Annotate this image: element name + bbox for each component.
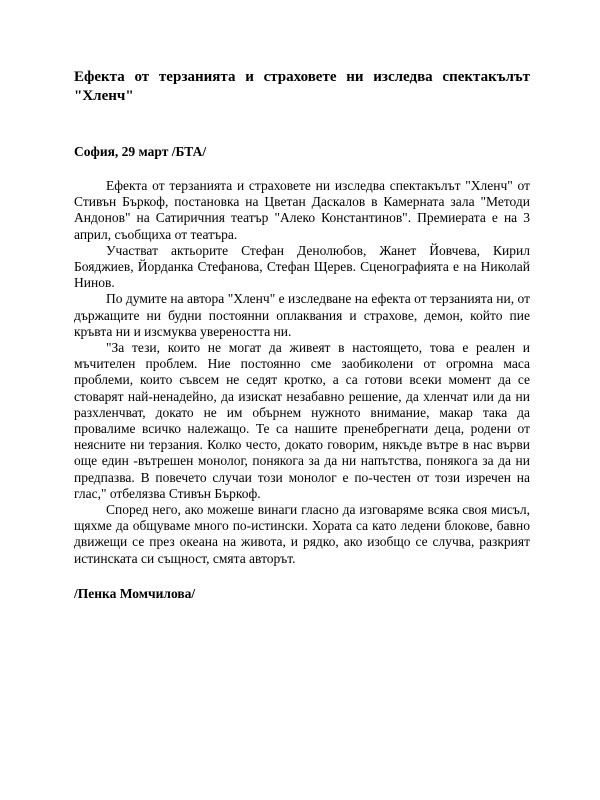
paragraph: Участват актьорите Стефан Денолюбов, Жанет Йовчева, Кирил Бояджиев, Йорданка Стефанова, Стефан Щерев. Сценографията е на Николай Нинов. [74, 242, 530, 291]
dateline: София, 29 март /БТА/ [74, 144, 207, 159]
paragraph: "За тези, които не могат да живеят в настоящето, това е реален и мъчителен проблем. Ние постоянно сме заобиколени от огромна маса проблеми, които съвсем не седят кротко, а са готови всеки момент да се стоварят най-ненадейно, да изискат незабавно решение, да хленчат или да ни разхленчват, докато не им обърнем нужното внимание, макар така да провалиме всичко належащо. Те са нашите пренебрегнати деца, родени от неясните ни терзания. Колко често, докато говорим, някъде вътре в нас върви още един -вътрешен монолог, понякога за да ни напътства, понякога за да ни предпазва. В повечето случаи този монолог е по-честен от този изречен на глас," отбелязва Стивън Бъркоф. [74, 340, 530, 501]
document-page [74, 68, 530, 603]
author-signature: /Пенка Момчилова/ [74, 585, 196, 601]
paragraph: По думите на автора "Хленч" е изследване на ефекта от терзанията ни, от държащите ни будни постоянни оплаквания и страхове, демон, който пие кръвта ни и изсмуква увереността ни. [74, 291, 530, 339]
article-title: Ефекта от терзанията и страховете ни изследва спектакълът "Хленч" [74, 69, 530, 104]
paragraph: Ефекта от терзанията и страховете ни изследва спектакълът "Хленч" от Стивън Бъркоф, постановка на Цветан Даскалов в Камерната зала "Методи Андонов" на Сатиричния театър "Алеко Константинов". Премиерата е на 3 април, съобщиха от театъра. [74, 178, 530, 242]
article-body [74, 178, 530, 567]
paragraph: Според него, ако можеше винаги гласно да изговаряме всяка своя мисъл, щяхме да общуваме много по-истински. Хората са като ледени блокове, бавно движещи се през океана на живота, и рядко, ако изобщо се случва, разкрият истинската си същност, смята авторът. [74, 502, 530, 566]
